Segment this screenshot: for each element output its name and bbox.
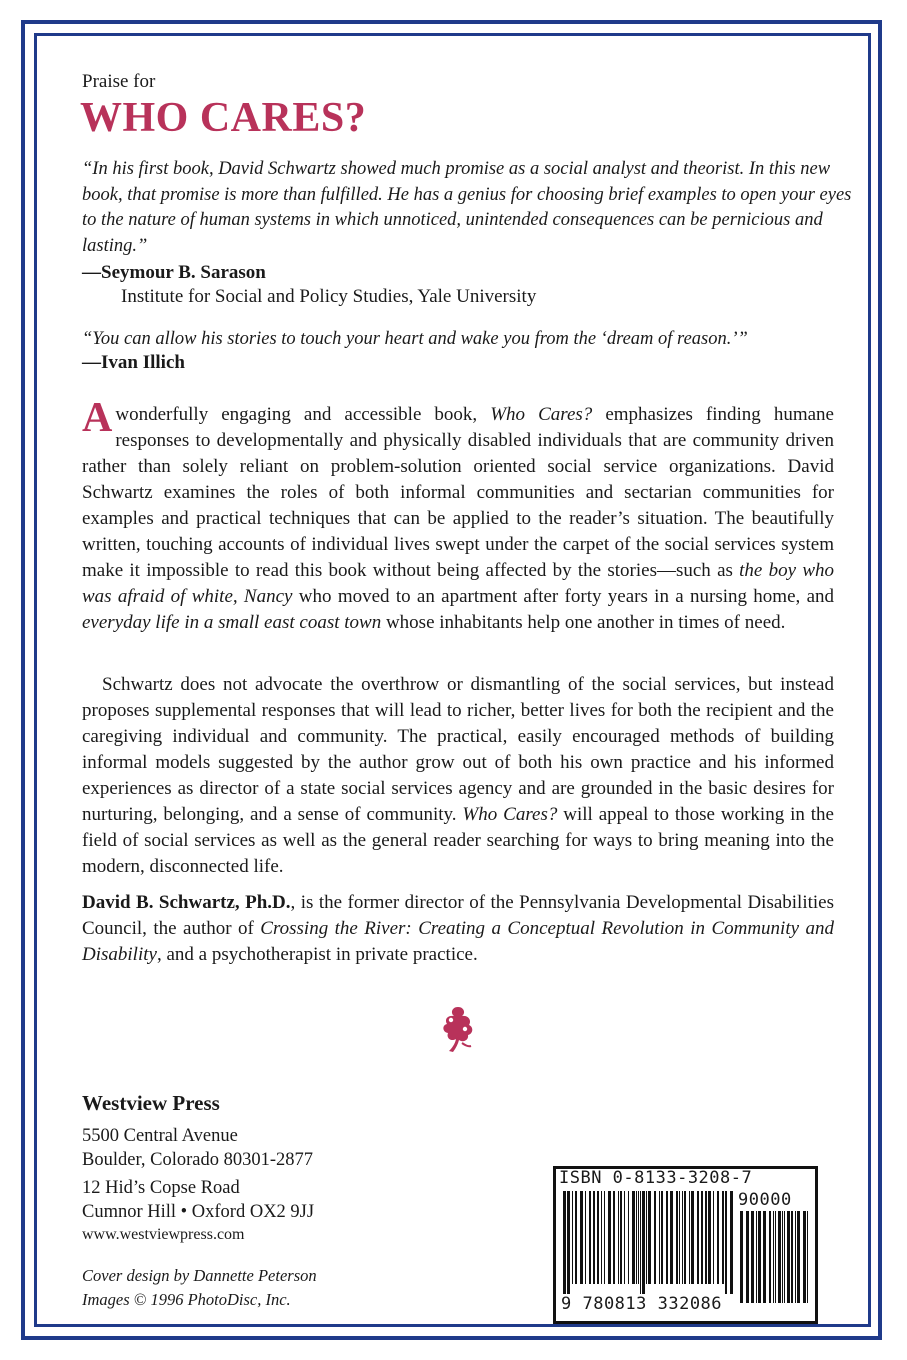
- illich-attribution: —Ivan Illich: [82, 352, 185, 373]
- images-credit: Images © 1996 PhotoDisc, Inc.: [82, 1290, 291, 1309]
- barcode-bar: [708, 1191, 711, 1284]
- barcode-bar: [787, 1211, 790, 1303]
- barcode-bar: [691, 1191, 694, 1284]
- barcode-bar: [791, 1211, 793, 1303]
- barcode-bar: [632, 1191, 635, 1284]
- barcode-bar: [713, 1191, 714, 1284]
- addon-barcode: [740, 1211, 812, 1313]
- barcode-bar: [807, 1211, 808, 1303]
- barcode-bar: [730, 1191, 733, 1294]
- ean-barcode: [563, 1191, 733, 1294]
- barcode-bar: [604, 1191, 605, 1284]
- isbn-label: ISBN 0-8133-3208-7: [559, 1168, 753, 1188]
- ean-digits: 9 780813 332086: [561, 1294, 723, 1314]
- barcode-bar: [636, 1191, 637, 1284]
- publisher-address-us-line1: 5500 Central Avenue: [82, 1126, 238, 1146]
- barcode-bar: [567, 1191, 570, 1294]
- publisher-name: Westview Press: [82, 1091, 220, 1115]
- barcode-bar: [725, 1191, 727, 1294]
- praise-for-label: Praise for: [82, 71, 156, 92]
- barcode-bar: [746, 1211, 749, 1303]
- barcode-bar: [697, 1191, 699, 1284]
- barcode-bar: [585, 1191, 586, 1284]
- barcode-bar: [593, 1191, 595, 1284]
- barcode-bar: [608, 1191, 611, 1284]
- barcode-bar: [751, 1211, 754, 1303]
- barcode-bar: [676, 1191, 678, 1284]
- sarason-affiliation: Institute for Social and Policy Studies, Yale University: [121, 286, 537, 307]
- barcode-bar: [572, 1191, 573, 1284]
- previous-book-title: Crossing the River: Creating a Conceptual Revolution in Community and Disability: [82, 918, 834, 965]
- barcode-bar: [620, 1191, 622, 1284]
- barcode-bar: [638, 1191, 639, 1284]
- barcode-bar: [775, 1211, 776, 1303]
- barcode-bar: [797, 1211, 800, 1303]
- barcode-bar: [670, 1191, 673, 1284]
- barcode-bar: [705, 1191, 707, 1284]
- cover-design-credit: Cover design by Dannette Peterson: [82, 1266, 317, 1285]
- barcode-bar: [689, 1191, 690, 1284]
- barcode-bar: [684, 1191, 686, 1284]
- barcode-bar: [575, 1191, 577, 1284]
- description-paragraph-1: A wonderfully engaging and accessible book, Who Cares? emphasizes finding humane responses to developmentally and physically disabled individuals that are community driven rather than solely reliant on problem-solution oriented social service organizations. David Schwartz examines the roles of both informal communities and sectarian communities for examples and practical techniques that can be applied to the reader’s situation. The beautifully written, touching accounts of individual lives swept under the carpet of the social services system make it impossible to read this book without being affected by the stories—such as the boy who was afraid of white, Nancy who moved to an apartment after forty years in a nursing home, and everyday life in a small east coast town whose inhabitants help one another in times of need.: [82, 395, 834, 633]
- publisher-address-us-line2: Boulder, Colorado 80301-2877: [82, 1150, 313, 1170]
- barcode-bar: [580, 1191, 583, 1284]
- barcode-bar: [654, 1191, 656, 1284]
- barcode-bar: [701, 1191, 703, 1284]
- barcode-bar: [782, 1211, 783, 1303]
- barcode-bar: [648, 1191, 651, 1284]
- barcode-bar: [613, 1191, 615, 1284]
- barcode-bar: [795, 1211, 796, 1303]
- publisher-address-uk-line2: Cumnor Hill • Oxford OX2 9JJ: [82, 1202, 315, 1222]
- publisher-address-uk-line1: 12 Hid’s Copse Road: [82, 1178, 240, 1198]
- sarason-quote: “In his first book, David Schwartz showed much promise as a social analyst and theorist. In this new book, that promise is more than fulfilled. He has a genius for choosing brief examples to open your eyes to the nature of human systems in which unnoticed, unintended consequences can be pernicious and lasting.”: [82, 159, 852, 256]
- barcode-bar: [624, 1191, 625, 1284]
- book-title: WHO CARES?: [80, 95, 367, 141]
- author-bio: David B. Schwartz, Ph.D., is the former director of the Pennsylvania Developmental Disabilities Council, the author of Crossing the River: Creating a Conceptual Revolution in Community and Disability, and a psychotherapist in private practice.: [82, 892, 834, 965]
- barcode-bar: [679, 1191, 680, 1284]
- barcode-bar: [763, 1211, 766, 1303]
- illich-quote: “You can allow his stories to touch your heart and wake you from the ‘dream of reason.’”: [82, 329, 748, 349]
- barcode-bar: [773, 1211, 774, 1303]
- barcode-bar: [628, 1191, 629, 1284]
- barcode-bar: [784, 1211, 785, 1303]
- barcode-bar: [589, 1191, 591, 1284]
- barcode-bar: [740, 1211, 743, 1303]
- barcode-bar: [756, 1211, 757, 1303]
- barcode-bar: [618, 1191, 619, 1284]
- barcode-bar: [601, 1191, 602, 1284]
- barcode-bar: [666, 1191, 668, 1284]
- barcode-bar: [597, 1191, 599, 1284]
- price-code: 90000: [738, 1190, 792, 1210]
- description-paragraph-2: Schwartz does not advocate the overthrow or dismantling of the social services, but instead proposes supplemental responses that will lead to richer, better lives for both the recipient and the caregiving individual and community. The practical, easily encouraged methods of building informal models suggested by the author grow out of both his own practice and his informed experiences as director of a state social services agency and are grounded in the basic desires for nurturing, belonging, and a sense of community. Who Cares? will appeal to those working in the field of social services as well as the general reader searching for ways to bring meaning into the modern, disconnected life.: [82, 674, 834, 877]
- barcode-bar: [722, 1191, 724, 1284]
- barcode-bar: [769, 1211, 771, 1303]
- publisher-website: www.westviewpress.com: [82, 1226, 245, 1243]
- barcode-bar: [640, 1191, 641, 1294]
- author-name: David B. Schwartz, Ph.D.: [82, 892, 291, 913]
- barcode-bar: [659, 1191, 660, 1284]
- publisher-ornament-icon: [438, 1003, 478, 1055]
- sarason-attribution: —Seymour B. Sarason: [82, 262, 266, 283]
- barcode-bar: [758, 1211, 761, 1303]
- barcode-bar: [642, 1191, 645, 1294]
- barcode-bar: [646, 1191, 647, 1284]
- barcode-bar: [563, 1191, 566, 1294]
- barcode-bar: [803, 1211, 806, 1303]
- barcode-bar: [778, 1211, 781, 1303]
- drop-cap: A: [82, 395, 113, 441]
- barcode-bar: [682, 1191, 683, 1284]
- barcode-bar: [717, 1191, 719, 1284]
- barcode-bar: [661, 1191, 663, 1284]
